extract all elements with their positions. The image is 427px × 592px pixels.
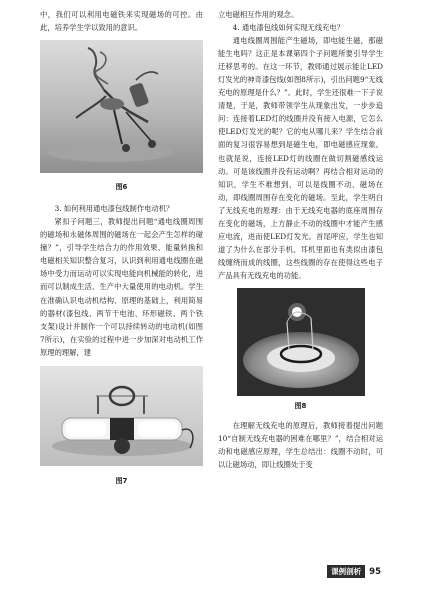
figure-7-caption: 图7 (115, 476, 128, 485)
section-heading: 4. 通电漆包线如何实现无线充电？ (232, 23, 345, 33)
figure-8-caption: 图8 (294, 401, 307, 410)
section-label: 课例剖析 (327, 565, 365, 578)
figure-8-photo (237, 288, 365, 396)
section-heading: 3. 如何利用通电漆包线制作电动机？ (54, 204, 174, 214)
figure-8 (218, 288, 383, 413)
paragraph: 在理解无线充电的原理后，教师接着提出问题10“自制无线充电器的困难在哪里？”，结合相对运动和电磁感应原理，学生总结出：线圈不动时，可以让磁场动，即让线圈处于变 (218, 421, 383, 470)
left-column (40, 8, 203, 488)
figure-7-photo (40, 366, 203, 466)
paragraph: 中，我们可以利用电磁铁来实现磁场的可控。由此，培养学生学以致用的意识。 (40, 10, 203, 33)
figure-6-photo (40, 40, 203, 173)
figure-7 (40, 366, 203, 488)
figure-6-caption: 图6 (115, 183, 128, 192)
page-number: 95 (369, 566, 381, 577)
paragraph: 紧扣子问题三，教师提出问题“通电线圈周围的磁场和永磁体周围的磁场在一起会产生怎样的碰撞？”，引导学生结合力的作用效果、能量转换和电磁相关知识整合复习，认识到利用通电线圈在磁场中受力而运动可以实现电能向机械能的转化，进而可以制成生活、生产中大量使用的电动机。学生在准确认识电动机结构、原理的基础上，利用简易的器材(漆包线、两节干电池、环形磁铁、两个铁支架)设计并制作一个可以持续转动的电动机(如图7所示)，在实验的过程中进一步加深对电动机工作原理的理解，建 (40, 217, 203, 357)
right-column (218, 8, 383, 471)
paragraph: 通电线圈周围能产生磁场，即电能生磁，那磁能生电吗？这正是本课第四个子问题所要引导学生迁移思考的。在这一环节，教师通过展示能让LED灯发光的神奇漆包线(如图8所示)，引出问题9“无线充电的原理是什么？”。此时，学生还很难一下子说清楚，于是，教师带领学生从现象出发，一步步追问：连接着LED灯的线圈并没有接入电源，它怎么使LED灯发光的呢？它的电从哪儿来？学生结合前面的复习很容易想到是磁生电，即电磁感应现象。也就是说，连接LED灯的线圈在做切割磁感线运动。可是该线圈并没有运动啊？再结合相对运动的知识，学生不难想到，可以是线圈不动、磁场在动，即线圈周围存在变化的磁场。至此，学生明白了无线充电的原理：由于无线充电器的底座周围存在变化的磁场，上方静止不动的线圈中才能产生感应电流，进而使LED灯发光。首尾呼应，学生也知道了为什么在部分手机、耳机里面也有类似由漆包线缠绕而成的线圈，这些线圈的存在使得这些电子产品具有无线充电的功能。 (218, 36, 383, 280)
paragraph: 立电磁相互作用的观念。 (218, 10, 299, 19)
figure-6 (40, 40, 203, 194)
page-footer (327, 565, 381, 578)
